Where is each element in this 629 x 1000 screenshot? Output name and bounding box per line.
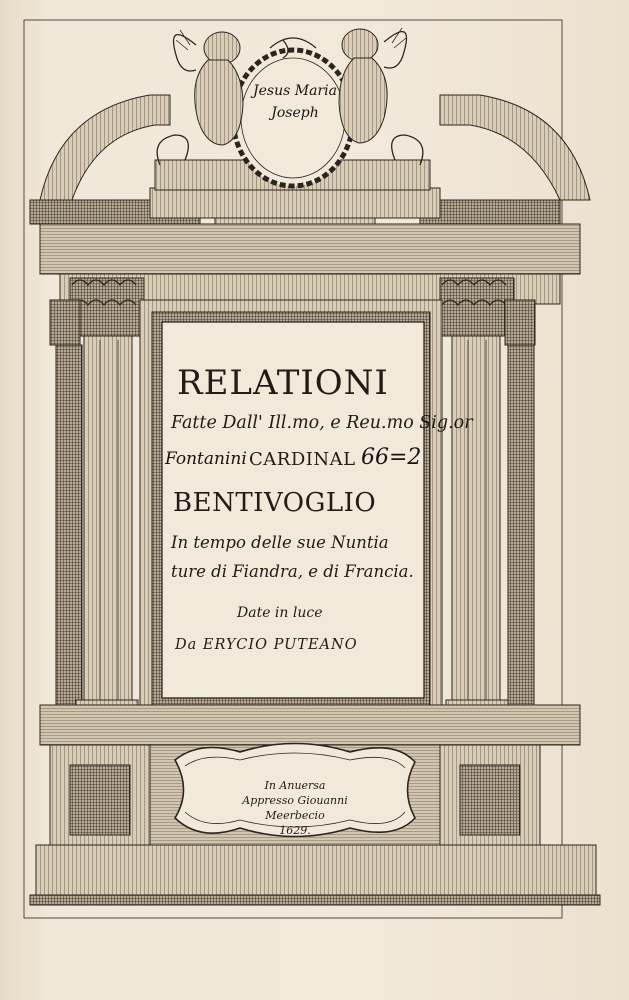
book-title: RELATIONI [177, 363, 389, 403]
handwritten-inscription [240, 80, 350, 124]
inscription-line-1: Jesus Maria [253, 83, 337, 99]
imprint-year: 1629. [279, 824, 311, 837]
left-column [56, 336, 138, 718]
right-column [446, 336, 534, 718]
imprint [215, 778, 375, 838]
author-name: BENTIVOGLIO [173, 488, 377, 518]
handwritten-name: Fontanini [165, 449, 247, 469]
description-line-1: In tempo delle sue Nuntia [171, 533, 389, 552]
cardinal-label: CARDINAL [249, 449, 356, 470]
handwritten-number: 66=2 [361, 445, 422, 470]
imprint-printer: Appresso Giouanni Meerbecio [242, 794, 348, 822]
imprint-place: In Anuersa [264, 779, 326, 792]
editor-line: Da ERYCIO PUTEANO [175, 637, 358, 653]
description-line-2: ture di Fiandra, e di Francia. [171, 562, 414, 581]
subtitle-line: Fatte Dall' Ill.mo, e Reu.mo Sig.or [171, 413, 473, 433]
tablet-text [165, 325, 473, 695]
published-note: Date in luce [237, 605, 323, 621]
inscription-line-2: Joseph [271, 105, 319, 121]
